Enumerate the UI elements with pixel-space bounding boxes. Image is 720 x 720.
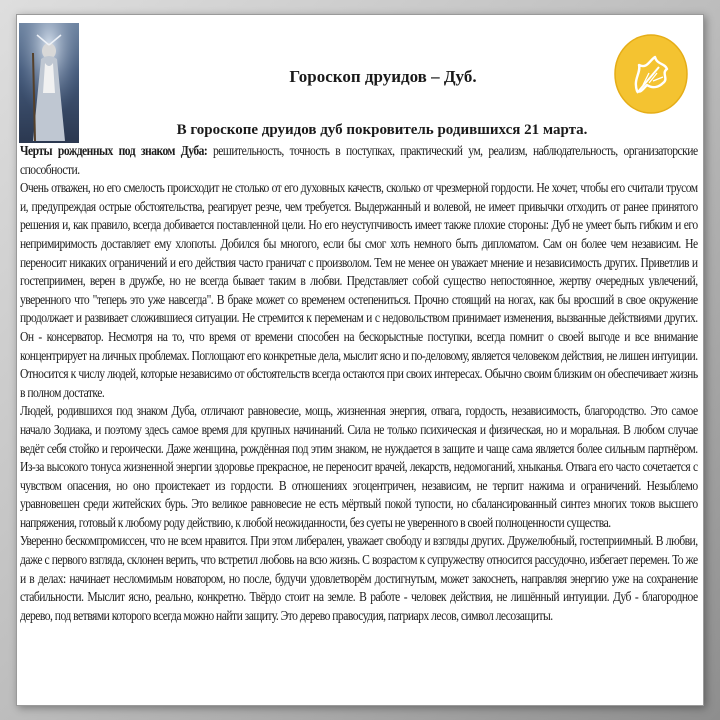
body-paragraph: Людей, родившихся под знаком Дуба, отличают равновесие, мощь, жизненная энергия, отвага, гордость, независимость, благородство. Это самое начало Зодиака, и поэтому здесь самое время для крупных начинаний. Сила не только психическая и физическая, но и моральная. В любом случае ведёт себя стойко и героически. Даже женщина, рождённая под этим знаком, не нуждается в защите и чаще сама является более сильным партнёром. Из-за высокого тонуса жизненной энергии здоровье прекрасное, не переносит врачей, лекарств, недомоганий, хныканья. Отвага его часто сочетается с чувством опасения, но оно проистекает из гордости. В отношениях эгоцентричен, независим, не терпит нажима и ограничений. Незыблемо уравновешен среди житейских бурь. Это великое равновесие не есть мёртвый покой тупости, но сбалансированный синтез многих токов высшего напряжения, готовый к любому роду действию, к любой неожиданности, без суеты не уверенного в своей полноценности существа.: [20, 403, 698, 530]
traits-label: Черты рожденных под знаком Дуба:: [20, 143, 208, 158]
body-paragraph: Очень отважен, но его смелость происходит не столько от его духовных качеств, сколько от чрезмерной гордости. Не хочет, чтобы его считали трусом и, предупреждая острые обстоятельства, реагирует резче, чем требуется. Выдержанный и волевой, не имеет привычки отходить от ранее принятого решения и, как правило, всегда добивается поставленной цели. Но его неуступчивость имеет также плохие стороны: Дуб не умеет быть гибким и его непримиримость доставляет ему хлопоты. Добился бы многого, если бы смог хоть немного быть дипломатом. Сам он более чем независим. Не переносит никаких ограничений и его действия часто граничат с произволом. Тем не менее он уважает мнение и независимость других. Приветлив и гостеприимен, верен в дружбе, но не всегда бывает таким в любви. Представляет собой существо непостоянное, жертву очередных увлечений, уверенного что "теперь это уже навсегда". В браке может со временем остепениться. Прочно стоящий на ногах, как бы вросший в свое окружение продолжает и развивает сложившиеся ситуации. Не стремится к переменам и с недовольством принимает изменения, вызванные действиями других. Он - консерватор. Несмотря на то, что время от времени способен на бескорыстные поступки, всегда помнит о своей выгоде и все внимание концентрирует на личных проблемах. Поглощают его конкретные дела, мыслит ясно и по-деловому, является человеком действия, не лишен интуиции. Относится к числу людей, которые независимо от обстоятельств всегда остаются при своих интересах. Обычно своим близким он обеспечивает жизнь в полном достатке.: [20, 180, 698, 400]
druid-portrait-image: [19, 23, 79, 143]
body-paragraph: Уверенно бескомпромиссен, что не всем нравится. При этом либерален, уважает свободу и взгляды других. Дружелюбный, гостеприимный. В любви, даже с первого взгляда, склонен верить, что встретил любовь на всю жизнь. С возрастом к супружеству относится рассудочно, избегает перемен. То же и в делах: начинает несломимым новатором, но после, будучи удовлетворём достигнутым, может закоснеть, направляя энергию уже на сохранение стабильности. Мыслит ясно, реально, конкретно. Твёрдо стоит на земле. В работе - человек действия, не лишённый интуиции. Дуб - благородное дерево, под ветвями которого всегда можно найти защиту. Это дерево правосудия, патриарх лесов, символ лесозащиты.: [20, 533, 698, 623]
druid-figure-icon: [19, 23, 79, 143]
traits-paragraph: [20, 142, 698, 179]
traits-text: решительность, точность в поступках, практический ум, реализм, наблюдательность, организаторские способности.: [20, 143, 698, 177]
oak-leaf-emblem-icon: [613, 33, 689, 115]
document-body: [20, 142, 698, 625]
document-card: [16, 14, 704, 706]
page-subtitle: В гороскопе друидов дуб покровитель родившихся 21 марта.: [176, 122, 588, 138]
page-title: Гороскоп друидов – Дуб.: [289, 67, 477, 86]
